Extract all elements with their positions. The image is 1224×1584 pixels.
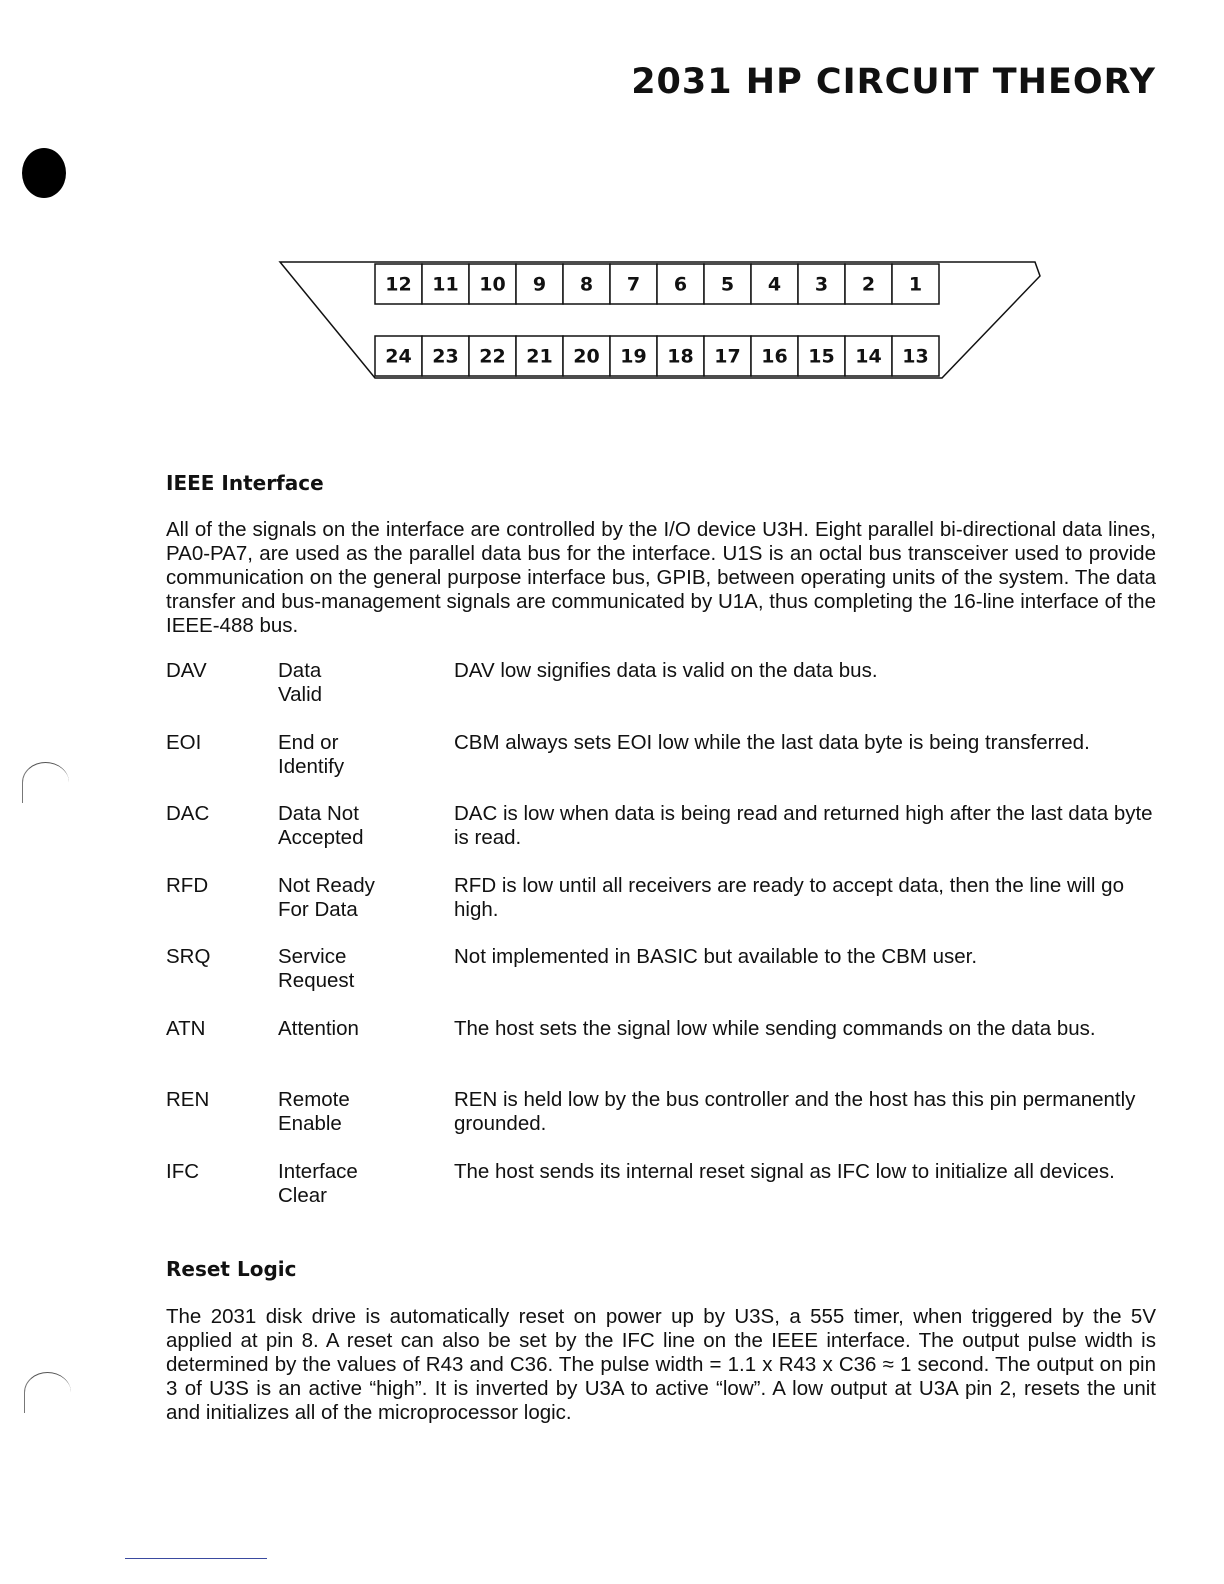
signal-row-atn: [166, 1017, 1156, 1089]
reset-logic-heading: Reset Logic: [166, 1257, 297, 1281]
ieee-interface-heading: IEEE Interface: [166, 471, 324, 495]
pin-number: 3: [814, 273, 829, 296]
pin-number: 11: [432, 273, 459, 296]
signal-description: DAC is low when data is being read and returned high after the last data byte is read.: [454, 802, 1153, 849]
connector-pinout: [270, 250, 1060, 390]
signal-description: REN is held low by the bus controller and the host has this pin permanently grounded.: [454, 1088, 1136, 1135]
signal-abbr: SRQ: [166, 945, 211, 968]
signal-name: Data Not Accepted: [278, 802, 364, 849]
signal-name: Service Request: [278, 945, 355, 992]
signal-row-rfd: [166, 874, 1156, 946]
pin-number: 7: [626, 273, 641, 296]
signal-description: DAV low signifies data is valid on the data bus.: [454, 659, 878, 682]
pin-number: 23: [432, 345, 459, 368]
pin-number: 19: [620, 345, 647, 368]
pin-number: 17: [714, 345, 741, 368]
signal-row-ifc: [166, 1160, 1156, 1232]
reset-logic-paragraph: The 2031 disk drive is automatically reset on power up by U3S, a 555 timer, when triggered by the 5V applied at pin 8. A reset can also be set by the IFC line on the IEEE interface. The output pulse width is determined by the values of R43 and C36. The pulse width = 1.1 x R43 x C36 ≈ 1 second. The output on pin 3 of U3S is an active “high”. It is inverted by U3A to active “low”. A low output at U3A pin 2, resets the unit and initializes all of the microprocessor logic.: [166, 1305, 1156, 1424]
pin-number: 24: [385, 345, 412, 368]
signal-name: Attention: [278, 1016, 359, 1040]
signal-description: RFD is low until all receivers are ready to accept data, then the line will go high.: [454, 873, 1124, 921]
punch-hole: [22, 148, 66, 198]
signal-abbr: DAC: [166, 802, 210, 825]
pin-number: 16: [761, 345, 788, 368]
signal-table: [166, 659, 1156, 1231]
signal-name: Remote Enable: [278, 1088, 350, 1135]
pin-number: 5: [720, 273, 735, 296]
signal-abbr: REN: [166, 1088, 210, 1111]
signal-description: The host sets the signal low while sending commands on the data bus.: [454, 1016, 1096, 1040]
pin-number: 1: [908, 273, 923, 296]
pin-number: 2: [861, 273, 876, 296]
page-title: 2031 HP CIRCUIT THEORY: [631, 62, 1156, 102]
pin-number: 10: [479, 273, 506, 296]
signal-row-srq: [166, 945, 1156, 1017]
pin-number: 15: [808, 345, 835, 368]
pin-number: 14: [855, 345, 882, 368]
signal-abbr: ATN: [166, 1016, 206, 1040]
signal-row-dac: [166, 802, 1156, 874]
pin-number: 12: [385, 273, 412, 296]
ieee-intro-paragraph: All of the signals on the interface are controlled by the I/O device U3H. Eight parallel bi-directional data lines, PA0-PA7, are used as the parallel data bus for the interface. U1S is an octal bus transceiver used to provide communication on the general purpose interface bus, GPIB, between operating units of the system. The data transfer and bus-management signals are communicated by U1A, thus completing the 16-line interface of the IEEE-488 bus.: [166, 518, 1156, 637]
signal-row-eoi: [166, 731, 1156, 803]
margin-mark: [22, 762, 69, 803]
signal-name: Data Valid: [278, 659, 323, 706]
signal-name: Not Ready For Data: [278, 873, 375, 921]
pin-number: 4: [767, 273, 782, 296]
signal-description: CBM always sets EOI low while the last data byte is being transferred.: [454, 730, 1090, 754]
pin-number: 22: [479, 345, 506, 368]
signal-description: Not implemented in BASIC but available to the CBM user.: [454, 945, 978, 968]
signal-name: End or Identify: [278, 730, 345, 778]
pin-number: 13: [902, 345, 929, 368]
signal-row-dav: [166, 659, 1156, 731]
signal-abbr: RFD: [166, 873, 209, 897]
pin-number: 9: [532, 273, 547, 296]
margin-mark: [24, 1372, 71, 1413]
pin-number: 6: [673, 273, 688, 296]
signal-description: The host sends its internal reset signal as IFC low to initialize all devices.: [454, 1159, 1115, 1183]
signal-name: Interface Clear: [278, 1159, 358, 1207]
top-pin-row: [375, 264, 939, 304]
pin-number: 18: [667, 345, 694, 368]
signal-abbr: EOI: [166, 730, 202, 754]
connector-diagram: [270, 250, 1060, 390]
signal-abbr: DAV: [166, 659, 207, 682]
pin-number: 20: [573, 345, 600, 368]
pin-number: 21: [526, 345, 553, 368]
signal-row-ren: [166, 1088, 1156, 1160]
signal-abbr: IFC: [166, 1159, 200, 1183]
pin-number: 8: [579, 273, 594, 296]
bottom-pin-row: [375, 336, 939, 376]
footer-rule: [125, 1558, 267, 1559]
